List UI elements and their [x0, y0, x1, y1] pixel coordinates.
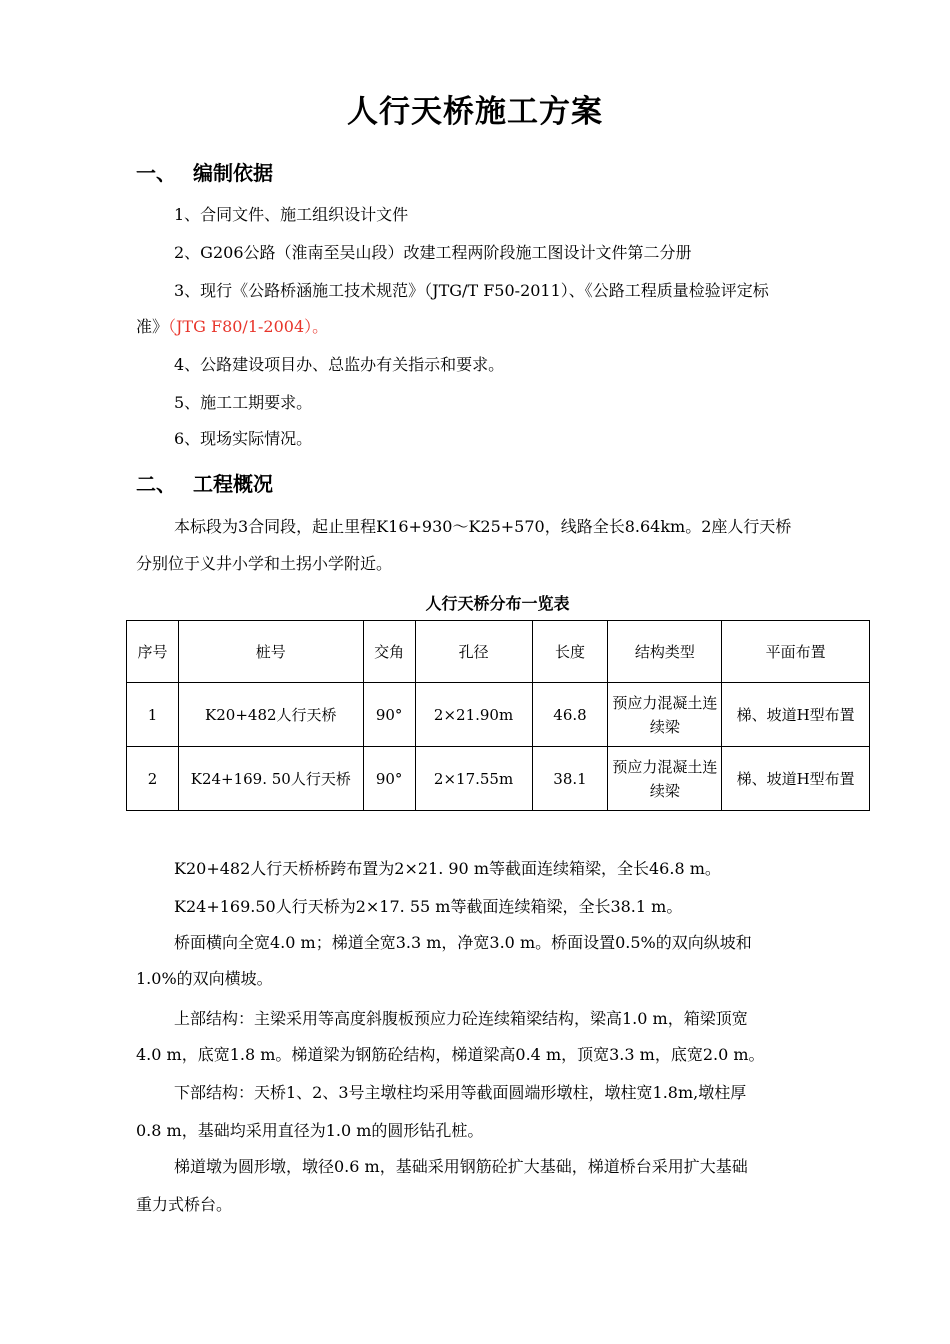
header-cell-span: 孔径 [415, 621, 532, 683]
table-cell: 2×17.55m [415, 747, 532, 811]
basis-item-5: 5、施工工期要求。 [174, 393, 313, 412]
paragraph-1: K20+482人行天桥桥跨布置为2×21. 90 m等截面连续箱梁，全长46.8 m。 [174, 859, 721, 878]
table-cell: 梯、坡道H型布置 [722, 747, 870, 811]
table-cell: 38.1 [532, 747, 608, 811]
header-cell-layout: 平面布置 [722, 621, 870, 683]
table-cell: K24+169. 50人行天桥 [178, 747, 363, 811]
overview-intro-line-2: 分别位于义井小学和土拐小学附近。 [136, 554, 393, 573]
section-2-heading [136, 468, 273, 497]
table-caption: 人行天桥分布一览表 [425, 594, 570, 613]
paragraph-6-line-1: 梯道墩为圆形墩，墩径0.6 m，基础采用钢筋砼扩大基础，梯道桥台采用扩大基础 [174, 1157, 748, 1176]
bridge-table [126, 620, 870, 811]
overview-intro-line-1: 本标段为3合同段，起止里程K16+930～K25+570，线路全长8.64km。2座人行天桥 [174, 517, 792, 536]
table-cell: 90° [363, 747, 415, 811]
basis-item-3-continuation [136, 316, 328, 338]
table-row [127, 683, 870, 747]
basis-item-3-cont-red: （JTG F80/1-2004）。 [168, 317, 329, 336]
paragraph-4-line-2: 4.0 m，底宽1.8 m。梯道梁为钢筋砼结构，梯道梁高0.4 m，顶宽3.3 m，底宽2.0 m。 [136, 1045, 765, 1064]
header-cell-angle: 交角 [363, 621, 415, 683]
section-1-title: 编制依据 [193, 161, 273, 185]
header-cell-structure: 结构类型 [608, 621, 722, 683]
table-cell: 2 [127, 747, 179, 811]
section-2-number: 二、 [136, 472, 176, 496]
basis-item-6: 6、现场实际情况。 [174, 429, 313, 448]
paragraph-6-line-2: 重力式桥台。 [136, 1195, 233, 1214]
basis-item-2: 2、G206公路（淮南至吴山段）改建工程两阶段施工图设计文件第二分册 [174, 243, 692, 262]
basis-item-3-cont-text: 准》 [136, 317, 169, 336]
table-cell: 2×21.90m [415, 683, 532, 747]
table-cell: 1 [127, 683, 179, 747]
basis-item-3: 3、现行《公路桥涵施工技术规范》（JTG/T F50-2011）、《公路工程质量检验评定标 [174, 281, 769, 300]
header-cell-no: 序号 [127, 621, 179, 683]
basis-item-1: 1、合同文件、施工组织设计文件 [174, 205, 409, 224]
basis-item-4: 4、公路建设项目办、总监办有关指示和要求。 [174, 355, 505, 374]
table-cell: K20+482人行天桥 [178, 683, 363, 747]
table-cell: 46.8 [532, 683, 608, 747]
table-cell: 梯、坡道H型布置 [722, 683, 870, 747]
paragraph-2: K24+169.50人行天桥为2×17. 55 m等截面连续箱梁，全长38.1 m。 [174, 897, 683, 916]
section-1-number: 一、 [136, 161, 176, 185]
paragraph-5-line-2: 0.8 m，基础均采用直径为1.0 m的圆形钻孔桩。 [136, 1121, 484, 1140]
section-2-title: 工程概况 [193, 472, 273, 496]
table-header-row [127, 621, 870, 683]
section-1-heading [136, 157, 273, 186]
header-cell-length: 长度 [532, 621, 608, 683]
paragraph-3-line-1: 桥面横向全宽4.0 m；梯道全宽3.3 m，净宽3.0 m。桥面设置0.5%的双向纵坡和 [174, 933, 752, 952]
table-cell: 预应力混凝土连续梁 [608, 683, 722, 747]
document-title: 人行天桥施工方案 [347, 94, 603, 130]
paragraph-5-line-1: 下部结构：天桥1、2、3号主墩柱均采用等截面圆端形墩柱，墩柱宽1.8m,墩柱厚 [174, 1083, 747, 1102]
paragraph-4-line-1: 上部结构：主梁采用等高度斜腹板预应力砼连续箱梁结构，梁高1.0 m，箱梁顶宽 [174, 1009, 748, 1028]
table-cell: 90° [363, 683, 415, 747]
header-cell-station: 桩号 [178, 621, 363, 683]
paragraph-3-line-2: 1.0%的双向横坡。 [136, 969, 273, 988]
table-cell: 预应力混凝土连续梁 [608, 747, 722, 811]
table-row [127, 747, 870, 811]
